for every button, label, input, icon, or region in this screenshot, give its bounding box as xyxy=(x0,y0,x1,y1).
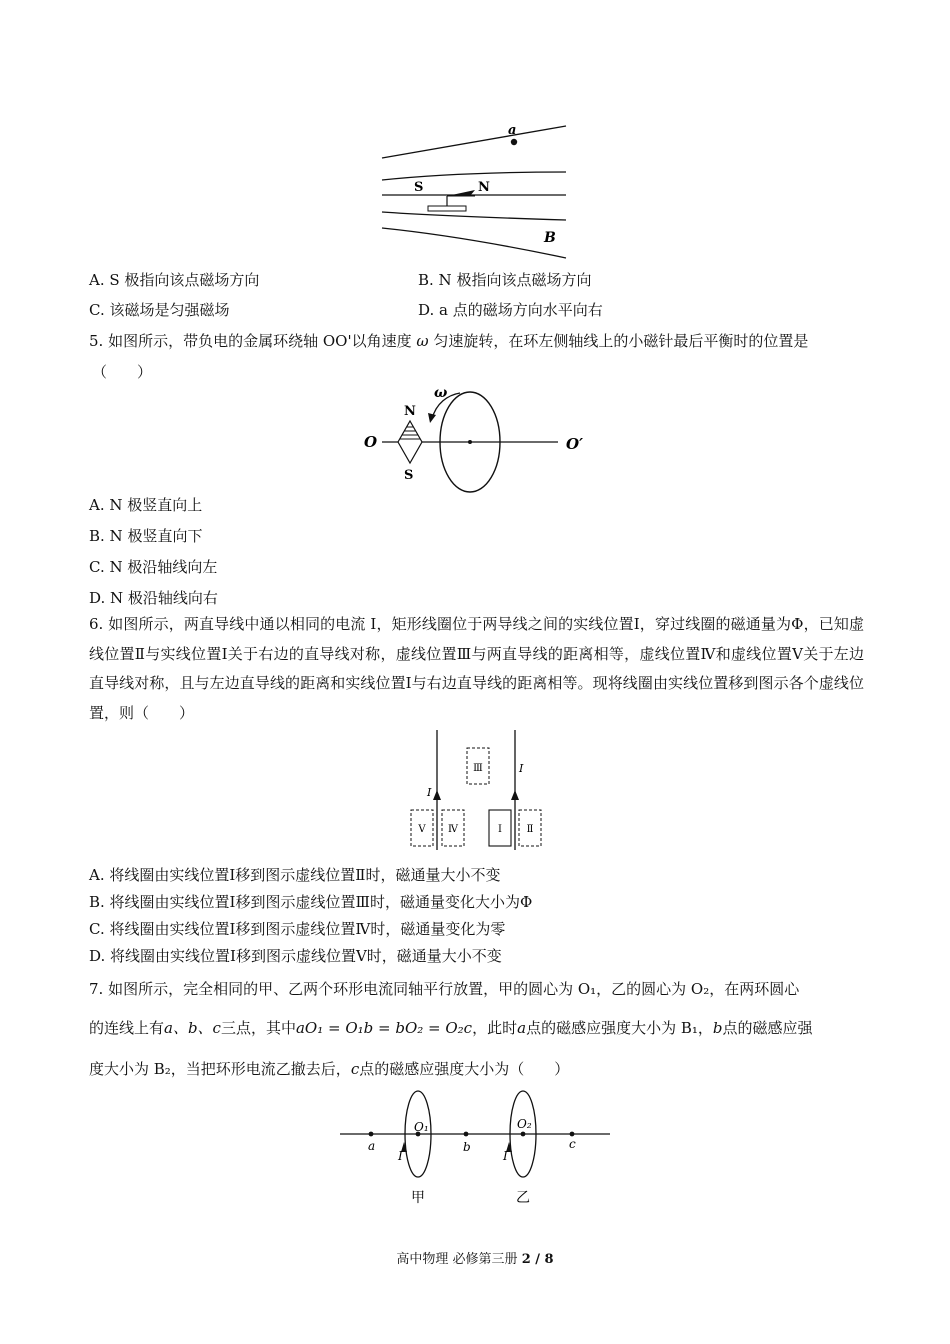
q5-option-b: B. N 极竖直向下 xyxy=(89,527,203,545)
point-a xyxy=(511,139,517,145)
svg-text:b: b xyxy=(463,1140,471,1154)
q7-line3: 度大小为 B₂，当把环形电流乙撤去后，c点的磁感应强度大小为（ ） xyxy=(89,1060,570,1078)
svg-text:c: c xyxy=(569,1137,576,1151)
omega-symbol: ω xyxy=(416,332,429,350)
svg-text:Ⅱ: Ⅱ xyxy=(526,824,534,835)
q6-option-d: D. 将线圈由实线位置Ⅰ移到图示虚线位置Ⅴ时，磁通量大小不变 xyxy=(89,947,502,965)
label-O: O xyxy=(364,433,378,451)
svg-text:Ⅴ: Ⅴ xyxy=(418,824,426,835)
svg-text:Ⅲ: Ⅲ xyxy=(473,763,483,774)
q4-option-b: B. N 极指向该点磁场方向 xyxy=(418,271,592,289)
svg-text:Ⅳ: Ⅳ xyxy=(448,824,458,835)
svg-text:O₂: O₂ xyxy=(517,1117,532,1131)
q5-stem-part2: 匀速旋转，在环左侧轴线上的小磁针最后平衡时的位置是 xyxy=(433,332,809,350)
label-I-left: I xyxy=(427,786,432,799)
q5-option-d: D. N 极沿轴线向右 xyxy=(89,589,218,607)
label-S: S xyxy=(414,180,424,195)
svg-text:I: I xyxy=(503,1149,508,1163)
label-I-right: I xyxy=(519,762,524,775)
point-a xyxy=(369,1132,374,1137)
q6-option-b: B. 将线圈由实线位置Ⅰ移到图示虚线位置Ⅲ时，磁通量变化大小为Φ xyxy=(89,893,533,911)
page-footer xyxy=(0,1248,950,1267)
point-b xyxy=(464,1132,469,1137)
q4-option-a: A. S 极指向该点磁场方向 xyxy=(89,271,260,289)
field-lines-figure xyxy=(380,120,580,260)
rotating-ring-figure xyxy=(360,385,590,500)
field-line-lower xyxy=(382,212,566,220)
q7-line1: 7. 如图所示，完全相同的甲、乙两个环形电流同轴平行放置，甲的圆心为 O₁，乙的圆心为 O₂，在两环圆心 xyxy=(89,980,800,998)
point-c xyxy=(570,1132,575,1137)
q6-option-a: A. 将线圈由实线位置Ⅰ移到图示虚线位置Ⅱ时，磁通量大小不变 xyxy=(89,866,501,884)
point-O2 xyxy=(521,1132,526,1137)
label-S: S xyxy=(404,468,414,483)
wires-coil-figure xyxy=(405,728,550,852)
compass-base xyxy=(428,206,466,211)
q5-stem-part1: 5. 如图所示，带负电的金属环绕轴 OO'以角速度 xyxy=(89,332,412,350)
svg-text:Ⅰ: Ⅰ xyxy=(498,824,502,835)
q5-stem xyxy=(89,331,808,351)
label-O-prime: O′ xyxy=(566,435,584,453)
q4-option-c: C. 该磁场是匀强磁场 xyxy=(89,301,230,319)
page-number: 2 / 8 xyxy=(521,1252,554,1267)
svg-text:甲: 甲 xyxy=(411,1190,425,1206)
field-line-top xyxy=(382,126,566,158)
q6-option-c: C. 将线圈由实线位置Ⅰ移到图示虚线位置Ⅳ时，磁通量变化为零 xyxy=(89,920,506,938)
label-N: N xyxy=(404,404,416,419)
label-omega: ω xyxy=(434,385,448,401)
q4-option-d: D. a 点的磁场方向水平向右 xyxy=(418,301,603,319)
label-B: B xyxy=(544,230,556,246)
svg-text:乙: 乙 xyxy=(516,1190,530,1206)
coaxial-rings-figure xyxy=(338,1088,613,1208)
field-line-upper xyxy=(382,172,566,180)
svg-text:I: I xyxy=(398,1149,403,1163)
field-line-bottom xyxy=(382,228,566,258)
svg-text:a: a xyxy=(368,1139,376,1153)
q7-line2: 的连线上有a、b、c三点，其中aO₁ = O₁b = bO₂ = O₂c，此时a点的磁感应强度大小为 B₁，b点的磁感应强 xyxy=(89,1019,813,1037)
svg-text:O₁: O₁ xyxy=(414,1120,429,1134)
q6-stem: 6. 如图所示，两直导线中通以相同的电流 I，矩形线圈位于两导线之间的实线位置Ⅰ，穿过线圈的磁通量为Φ，已知虚线位置Ⅱ与实线位置Ⅰ关于右边的直导线对称，虚线位置Ⅲ与两直导线的距离相等，虚线位置Ⅳ和虚线位置Ⅴ关于左边直导线对称，且与左边直导线的距离和实线位置Ⅰ与右边直导线的距离相等。现将线圈由实线位置移到图示各个虚线位置，则（ ） xyxy=(89,615,864,722)
q7-equation: aO₁ = O₁b = bO₂ = O₂c xyxy=(295,1019,473,1037)
q7-vars: a、b、c xyxy=(164,1019,221,1037)
q5-answer-paren: （ ） xyxy=(92,363,153,381)
q5-option-a: A. N 极竖直向上 xyxy=(89,496,203,514)
label-N: N xyxy=(478,180,490,195)
footer-text: 高中物理 必修第三册 xyxy=(396,1252,522,1267)
label-a: a xyxy=(508,123,517,138)
q5-option-c: C. N 极沿轴线向左 xyxy=(89,558,218,576)
